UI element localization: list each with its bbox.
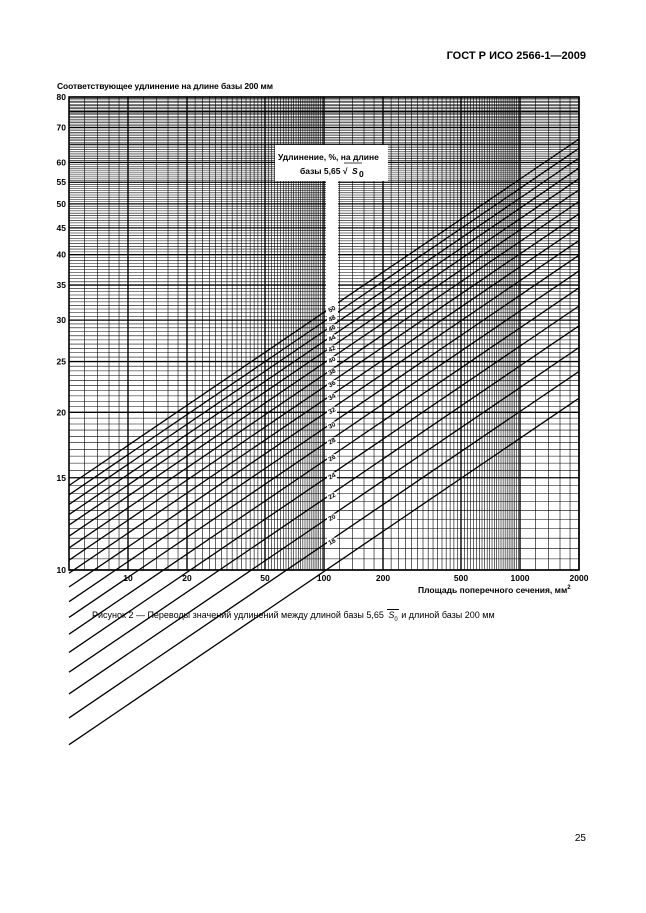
series-label-28: 28 <box>327 436 338 447</box>
series-label-44: 44 <box>327 333 338 344</box>
y-tick-label: 55 <box>56 177 66 188</box>
legend-box-line2: базы 5,65 √ <box>300 166 348 176</box>
caption-sqrt: $S_0$ <box>388 610 398 623</box>
y-tick-label: 10 <box>56 565 66 575</box>
series-label-18: 18 <box>327 537 338 547</box>
y-tick-label: 40 <box>56 249 66 260</box>
x-tick-labels <box>123 573 588 583</box>
y-tick-label: 25 <box>56 356 66 367</box>
series-label-32: 32 <box>327 406 338 417</box>
series-label-34: 34 <box>327 392 338 403</box>
series-label-40: 40 <box>327 355 338 366</box>
figure-caption <box>92 609 495 623</box>
legend-box-radicand: S <box>352 166 358 176</box>
page-number: 25 <box>574 833 586 844</box>
x-tick-label: 50 <box>260 573 270 583</box>
series-label-30: 30 <box>327 421 338 431</box>
x-tick-label: 2000 <box>569 573 589 583</box>
x-tick-label: 20 <box>182 573 192 583</box>
y-tick-label: 30 <box>56 315 66 326</box>
series-label-46: 46 <box>327 323 338 334</box>
caption-suffix: и длиной базы 200 мм <box>401 610 495 620</box>
y-tick-label: 50 <box>56 198 66 209</box>
legend-pointer <box>326 180 338 315</box>
series-label-42: 42 <box>327 344 338 355</box>
x-tick-label: 200 <box>375 573 391 583</box>
series-label-36: 36 <box>327 379 338 390</box>
x-tick-label: 1000 <box>510 573 530 583</box>
x-axis-label: Площадь поперечного сечения, $мм^2$ <box>418 585 571 595</box>
y-tick-label: 80 <box>56 92 66 102</box>
series-label-26: 26 <box>327 453 338 464</box>
y-tick-labels <box>57 92 67 575</box>
x-tick-label: 500 <box>453 573 469 583</box>
series-label-24: 24 <box>327 471 338 482</box>
series-label-22: 22 <box>327 491 338 502</box>
legend-box-sub: 0 <box>359 169 364 179</box>
y-tick-label: 60 <box>56 157 66 168</box>
legend-box-line1: Удлинение, %, на длине <box>278 152 379 162</box>
y-tick-label: 35 <box>56 280 66 291</box>
y-tick-label: 45 <box>56 222 66 233</box>
series-label-48: 48 <box>327 314 338 324</box>
x-tick-label: 10 <box>123 573 133 583</box>
series-label-38: 38 <box>327 367 338 377</box>
series-label-50: 50 <box>327 304 338 315</box>
x-tick-label: 100 <box>316 573 332 583</box>
y-axis-label: Соответствующее удлинение на длине базы 200 мм <box>57 81 273 91</box>
y-tick-label: 20 <box>56 407 66 418</box>
series-label-20: 20 <box>327 513 338 523</box>
y-tick-label: 15 <box>56 472 66 483</box>
document-code: ГОСТ Р ИСО 2566-1—2009 <box>446 50 586 62</box>
caption-prefix: Рисунок 2 — Переводы значений удлинений между длиной базы 5,65 <box>92 610 384 620</box>
y-tick-label: 70 <box>56 122 66 133</box>
